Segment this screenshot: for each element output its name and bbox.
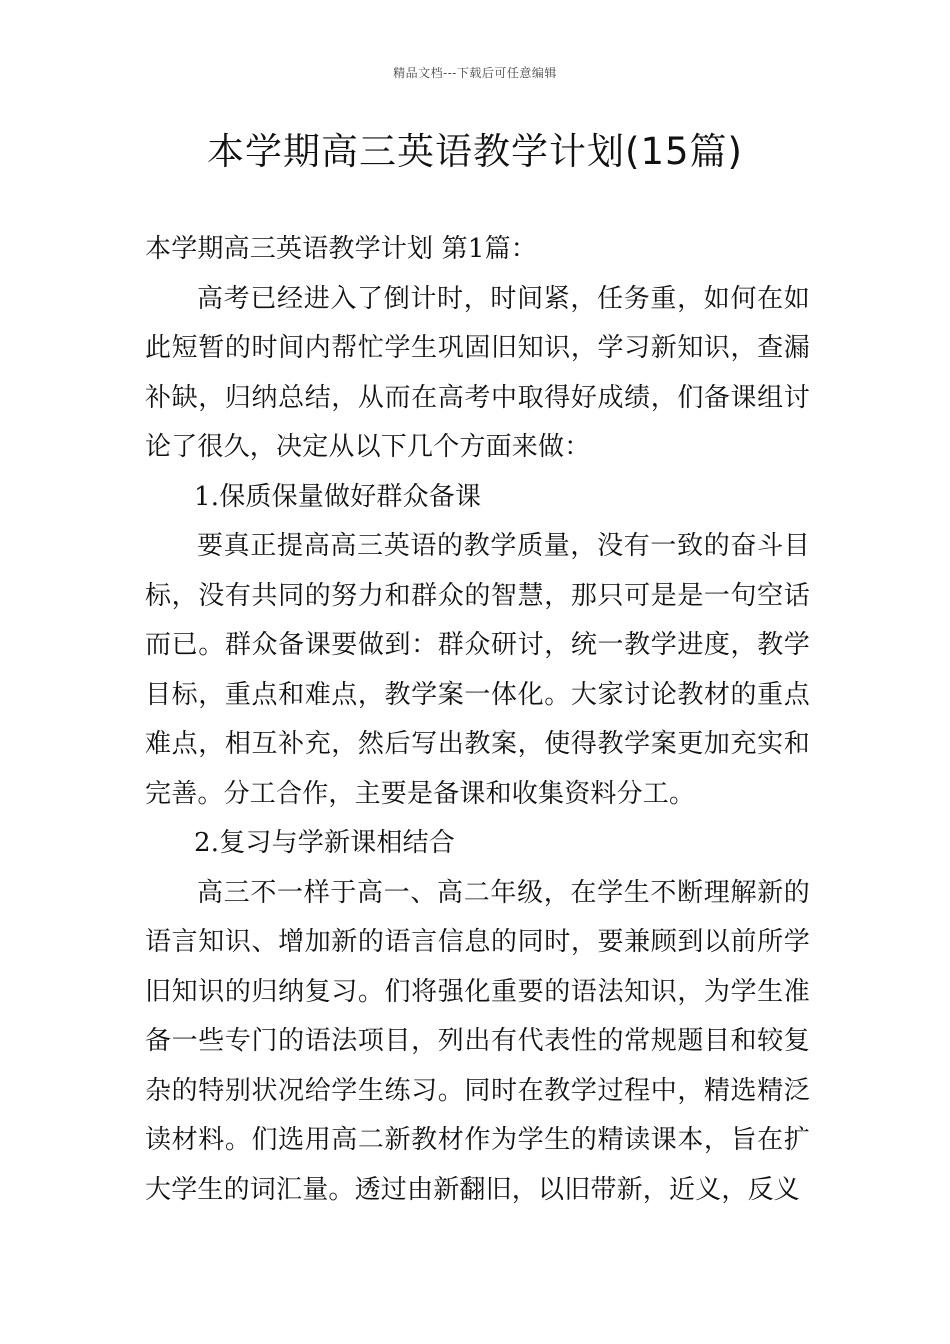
document-body <box>145 225 810 1215</box>
subheading-2: 2.复习与学新课相结合 <box>194 828 456 858</box>
document-title: 本学期高三英语教学计划(15篇) <box>207 130 743 173</box>
paragraph-2: 要真正提高高三英语的教学质量，没有一致的奋斗目标，没有共同的努力和群众的智慧，那只可是是一句空话而已。群众备课要做到：群众研讨，统一教学进度，教学目标，重点和难点，教学案一体化。大家讨论教材的重点难点，相互补充，然后写出教案，使得教学案更加充实和完善。分工合作，主要是备课和收集资料分工。 <box>145 531 810 809</box>
page-header: 精品文档---下载后可任意编辑 <box>393 66 557 80</box>
paragraph-3: 高三不一样于高一、高二年级，在学生不断理解新的语言知识、增加新的语言信息的同时，要兼顾到以前所学旧知识的归纳复习。们将强化重要的语法知识，为学生准备一些专门的语法项目，列出有代表性的常规题目和较复杂的特别状况给学生练习。同时在教学过程中，精选精泛读材料。们选用高二新教材作为学生的精读课本，旨在扩大学生的词汇量。透过由新翻旧，以旧带新，近义，反义 <box>145 877 810 1205</box>
subheading-1: 1.保质保量做好群众备课 <box>194 481 482 512</box>
paragraph-1: 高考已经进入了倒计时，时间紧，任务重，如何在如此短暂的时间内帮忙学生巩固旧知识，学习新知识，查漏补缺，归纳总结，从而在高考中取得好成绩，们备课组讨论了很久，决定从以下几个方面来做： <box>145 283 810 462</box>
section-heading: 本学期高三英语教学计划 第1篇： <box>145 234 538 264</box>
